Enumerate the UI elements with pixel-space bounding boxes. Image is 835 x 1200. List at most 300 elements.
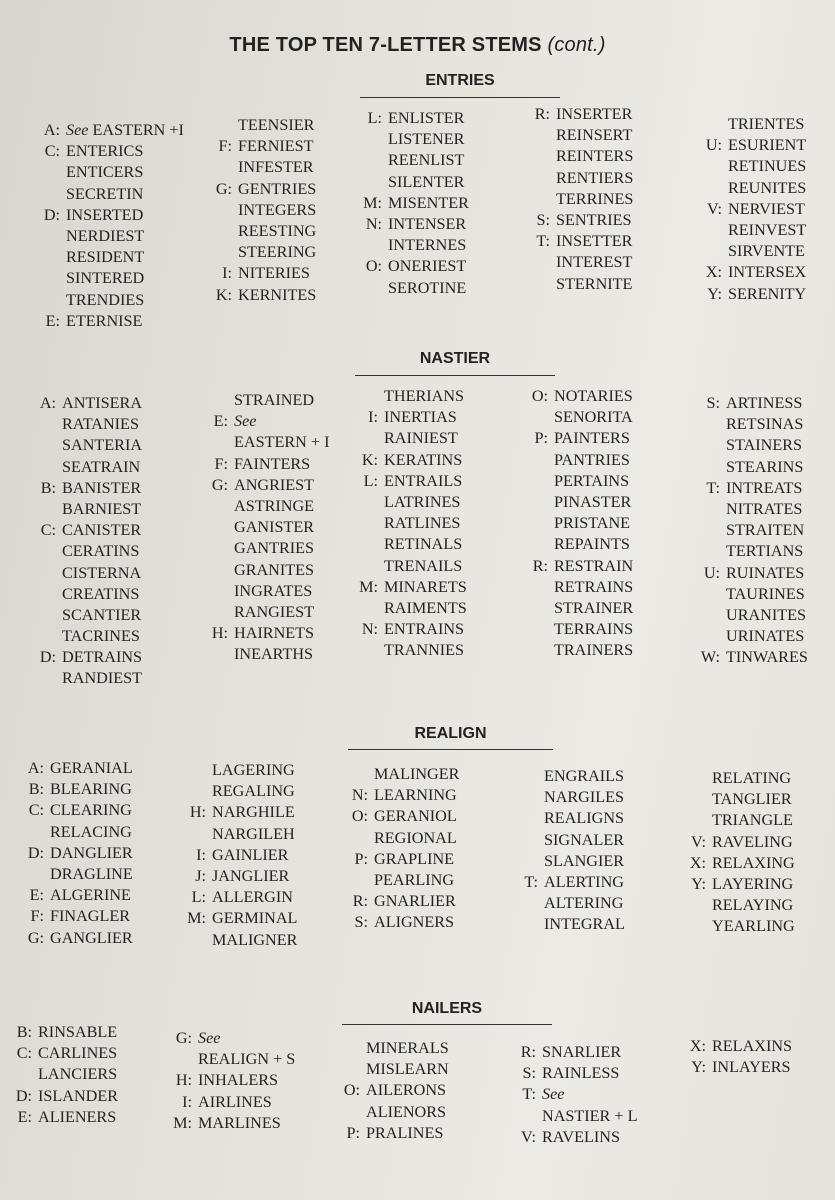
letter-label [356, 556, 384, 577]
word-entry [356, 598, 467, 619]
word: EASTERN + I [234, 433, 330, 452]
word-entry [206, 454, 329, 475]
letter-label: X: [689, 1037, 706, 1055]
letter-label [360, 172, 388, 193]
word-entry [170, 1028, 295, 1049]
letter-label [210, 242, 238, 263]
word: TRANNIES [384, 641, 465, 660]
section-title: ENTRIES [425, 72, 495, 89]
word: INFESTER [238, 158, 314, 177]
letter-label [526, 450, 554, 471]
letter-label: E: [17, 1107, 32, 1126]
word-entry [34, 478, 142, 499]
word-entry [700, 241, 806, 262]
word-entry [22, 779, 133, 800]
word-entry [698, 605, 808, 626]
word: RUINATES [726, 563, 805, 582]
word: NITRATES [726, 499, 803, 518]
word-entry [22, 843, 133, 864]
word-entry [698, 563, 808, 584]
word-entry [356, 577, 467, 598]
letter-label [206, 602, 234, 623]
word: STEERING [238, 243, 317, 262]
word: ALIENORS [366, 1102, 447, 1121]
letter-label [526, 407, 554, 428]
word: STRAINER [554, 598, 634, 617]
word: LANCIERS [38, 1065, 118, 1084]
word: INTERNES [388, 236, 467, 255]
letter-label [184, 930, 212, 951]
word-entry [360, 150, 469, 171]
letter-label [356, 428, 384, 449]
word-entry [516, 893, 625, 914]
word-entry [516, 872, 625, 893]
word-column [22, 758, 133, 949]
word-entry [516, 808, 625, 829]
word-entry [338, 1123, 449, 1144]
word: ASTRINGE [234, 496, 315, 515]
see-reference: See [66, 121, 89, 139]
word: SENORITA [554, 408, 633, 427]
word: CERATINS [62, 542, 140, 561]
letter-label [528, 252, 556, 273]
word-entry [22, 822, 133, 843]
letter-label [698, 435, 726, 456]
word: CISTERNA [62, 563, 142, 582]
word: SIGNALER [544, 830, 625, 849]
word-entry [698, 457, 808, 478]
word: CLEARING [50, 801, 132, 820]
letter-label [360, 278, 388, 299]
letter-label [206, 538, 234, 559]
word: NITERIES [238, 264, 310, 283]
letter-label: A: [43, 121, 60, 139]
letter-label [38, 184, 66, 205]
letter-label: R: [520, 1043, 536, 1061]
letter-label [184, 824, 212, 845]
letter-label [528, 125, 556, 146]
letter-label: D: [27, 843, 44, 862]
word-entry [698, 520, 808, 541]
letter-label: G: [215, 179, 232, 198]
word: INEARTHS [234, 645, 314, 664]
word-entry [360, 108, 469, 129]
word: INLAYERS [712, 1058, 791, 1077]
letter-label: S: [522, 1064, 536, 1083]
word-entry [698, 584, 808, 605]
word: NARGILES [544, 788, 625, 807]
word-entry [698, 541, 808, 562]
word-column [526, 386, 633, 661]
letter-label: C: [28, 801, 44, 820]
word-entry [356, 471, 467, 492]
word-entry [206, 496, 329, 517]
letter-label: R: [352, 892, 368, 911]
word-entry [356, 428, 467, 449]
letter-label [34, 457, 62, 478]
word: RETSINAS [726, 415, 804, 434]
word: GERMINAL [212, 909, 298, 928]
word-entry [338, 1102, 449, 1123]
word-entry [34, 563, 142, 584]
letter-label [346, 828, 374, 849]
word-entry [184, 802, 297, 823]
word-entry [528, 146, 633, 167]
word-entry [184, 781, 297, 802]
word-entry [34, 647, 142, 668]
word-entry [210, 136, 316, 157]
word-column [338, 1038, 449, 1144]
word-entry [356, 492, 467, 513]
word-entry [346, 912, 459, 933]
letter-label: W: [700, 648, 720, 667]
letter-label: F: [30, 907, 44, 926]
letter-label [34, 435, 62, 456]
word: SNARLIER [542, 1043, 622, 1061]
letter-label [206, 432, 234, 453]
word: TERRAINS [554, 620, 634, 639]
word-entry [346, 849, 459, 870]
word-entry [22, 758, 133, 779]
word: RAINLESS [542, 1064, 620, 1083]
word-column [210, 115, 316, 306]
word: ENTERICS [66, 142, 144, 161]
word: INSERTER [556, 105, 633, 123]
word-entry [356, 386, 467, 407]
word-entry [700, 262, 806, 283]
letter-label [700, 114, 728, 135]
letter-label [338, 1059, 366, 1080]
word: DANGLIER [50, 843, 133, 862]
letter-label [698, 605, 726, 626]
word: ALLERGIN [212, 888, 293, 907]
letter-label [356, 513, 384, 534]
word: ALIGNERS [374, 913, 455, 932]
word-entry [698, 393, 808, 414]
word-entry [516, 787, 625, 808]
word: YEARLING [712, 917, 795, 936]
word-entry [338, 1080, 449, 1101]
word-entry [38, 162, 184, 183]
letter-label: V: [691, 832, 706, 851]
letter-label: T: [522, 1085, 536, 1104]
letter-label [338, 1038, 366, 1059]
word-entry [684, 916, 795, 937]
word: PANTRIES [554, 450, 630, 469]
word: MINERALS [366, 1039, 449, 1057]
letter-label [528, 146, 556, 167]
word-entry [38, 141, 184, 162]
word: ONERIEST [388, 257, 467, 276]
page-title [0, 34, 835, 57]
word-entry [338, 1038, 449, 1059]
letter-label [698, 626, 726, 647]
letter-label [338, 1102, 366, 1123]
letter-label: S: [354, 913, 368, 932]
letter-label: O: [343, 1081, 360, 1100]
word-entry [206, 602, 329, 623]
word: FAINTERS [234, 454, 311, 473]
word-entry [516, 914, 625, 935]
letter-label [346, 870, 374, 891]
page-title-cont: (cont.) [547, 34, 606, 56]
letter-label: V: [707, 199, 722, 218]
word-entry [698, 414, 808, 435]
letter-label [34, 605, 62, 626]
word: STEARINS [726, 457, 804, 476]
word: RELATING [712, 769, 792, 787]
word-entry [514, 1063, 637, 1084]
word-entry [526, 534, 633, 555]
word-entry [356, 534, 467, 555]
word-entry [10, 1107, 118, 1128]
word-entry [34, 520, 142, 541]
word-column [698, 393, 808, 668]
word: RELAXINS [712, 1037, 793, 1055]
word-entry [514, 1084, 637, 1105]
word-entry [206, 538, 329, 559]
letter-label: V: [521, 1127, 536, 1146]
letter-label: A: [27, 759, 44, 777]
word: CREATINS [62, 584, 140, 603]
word-entry [356, 556, 467, 577]
letter-label: Y: [691, 874, 706, 893]
word-column [206, 390, 329, 665]
word-entry [38, 205, 184, 226]
word-entry [346, 764, 459, 785]
word-entry [528, 252, 633, 273]
word-column [38, 120, 184, 332]
word: EASTERN +I [92, 121, 184, 139]
letter-label [206, 560, 234, 581]
word: GNARLIER [374, 892, 456, 911]
word-entry [684, 895, 795, 916]
letter-label [206, 517, 234, 538]
word-entry [34, 499, 142, 520]
word: BANISTER [62, 478, 142, 497]
letter-label [22, 822, 50, 843]
word-entry [210, 263, 316, 284]
word: SIRVENTE [728, 242, 805, 261]
word-entry [210, 200, 316, 221]
letter-label: T: [524, 872, 538, 891]
word: NARGILEH [212, 824, 295, 843]
word: TINWARES [726, 648, 808, 667]
word-entry [526, 492, 633, 513]
word-entry [526, 513, 633, 534]
letter-label [356, 386, 384, 407]
word-entry [528, 168, 633, 189]
word: FERNIEST [238, 137, 314, 156]
word: MISLEARN [366, 1060, 449, 1079]
letter-label: E: [29, 886, 44, 905]
word: RETINUES [728, 157, 807, 176]
word: ENLISTER [388, 109, 465, 127]
letter-label: I: [368, 408, 378, 427]
see-reference: See [234, 412, 257, 431]
letter-label [526, 492, 554, 513]
letter-label: I: [182, 1092, 192, 1111]
page-title-main: THE TOP TEN 7-LETTER STEMS [229, 34, 542, 56]
letter-label: C: [16, 1044, 32, 1063]
word-entry [684, 810, 795, 831]
word-entry [206, 644, 329, 665]
word-entry [528, 189, 633, 210]
word-entry [526, 640, 633, 661]
letter-label: B: [16, 1023, 32, 1041]
word-entry [528, 104, 633, 125]
word: NOTARIES [554, 387, 633, 405]
word: ANTISERA [62, 394, 143, 412]
word-entry [170, 1092, 295, 1113]
word-entry [210, 179, 316, 200]
letter-label: K: [215, 285, 232, 304]
word-entry [526, 407, 633, 428]
word-entry [22, 800, 133, 821]
letter-label [34, 584, 62, 605]
word-entry [170, 1070, 295, 1091]
letter-label: J: [195, 866, 206, 885]
word-entry [356, 407, 467, 428]
letter-label [210, 221, 238, 242]
letter-label [516, 766, 544, 787]
word: NERVIEST [728, 199, 805, 218]
section-title: NAILERS [411, 1000, 483, 1017]
word: ENTRAILS [384, 471, 463, 490]
word-entry [34, 626, 142, 647]
letter-label [184, 781, 212, 802]
word: SILENTER [388, 172, 465, 191]
word-entry [206, 581, 329, 602]
letter-label: D: [39, 648, 56, 667]
word: STRAITEN [726, 521, 805, 540]
letter-label: C: [44, 142, 60, 161]
word: URANITES [726, 605, 807, 624]
word-entry [184, 866, 297, 887]
letter-label [528, 189, 556, 210]
word-entry [10, 1043, 118, 1064]
word: TANGLIER [712, 790, 792, 809]
letter-label [356, 598, 384, 619]
word-entry [514, 1127, 637, 1148]
word-column [360, 108, 469, 299]
word-entry [184, 930, 297, 951]
word-column [700, 114, 806, 305]
word-entry [34, 541, 142, 562]
word-entry [684, 1057, 792, 1078]
letter-label: I: [222, 264, 232, 283]
word: NASTIER + L [542, 1106, 638, 1125]
letter-label [526, 534, 554, 555]
letter-label [184, 760, 212, 781]
word: RINSABLE [38, 1023, 118, 1041]
word-entry [700, 199, 806, 220]
letter-label: B: [28, 780, 44, 799]
word-entry [528, 210, 633, 231]
word-entry [170, 1113, 295, 1134]
letter-label [526, 619, 554, 640]
word-entry [684, 1036, 792, 1057]
word-entry [210, 242, 316, 263]
word: REALIGNS [544, 809, 625, 828]
word: THERIANS [384, 387, 465, 405]
word-entry [38, 120, 184, 141]
letter-label [22, 864, 50, 885]
section-title: NASTIER [419, 350, 491, 367]
letter-label [516, 851, 544, 872]
word-entry [22, 906, 133, 927]
word: RESTRAIN [554, 556, 634, 575]
letter-label [698, 457, 726, 478]
word-entry [10, 1064, 118, 1085]
word: REGIONAL [374, 828, 457, 847]
word-entry [22, 885, 133, 906]
word-entry [514, 1042, 637, 1063]
word-entry [526, 450, 633, 471]
word-entry [360, 129, 469, 150]
letter-label [210, 200, 238, 221]
letter-label: T: [706, 478, 720, 497]
word-entry [346, 891, 459, 912]
letter-label [38, 290, 66, 311]
letter-label [516, 893, 544, 914]
word-entry [528, 274, 633, 295]
letter-label [526, 513, 554, 534]
see-reference: See [198, 1029, 221, 1047]
word: ETERNISE [66, 311, 143, 330]
letter-label: R: [534, 105, 550, 123]
letter-label [700, 156, 728, 177]
letter-label [38, 268, 66, 289]
letter-label: S: [706, 394, 720, 412]
see-reference: See [542, 1085, 565, 1104]
word: CARLINES [38, 1044, 118, 1063]
letter-label: K: [361, 450, 378, 469]
word: NERDIEST [66, 226, 145, 245]
letter-label: I: [196, 845, 206, 864]
letter-label [206, 496, 234, 517]
word: RELAXING [712, 853, 795, 872]
letter-label [516, 914, 544, 935]
word: GANTRIES [234, 539, 315, 558]
word-entry [346, 785, 459, 806]
letter-label [34, 626, 62, 647]
word-entry [684, 768, 795, 789]
word-entry [34, 605, 142, 626]
letter-label [698, 541, 726, 562]
word: RELACING [50, 822, 132, 841]
letter-label [516, 830, 544, 851]
word-entry [346, 828, 459, 849]
letter-label [34, 668, 62, 689]
word: RAVELING [712, 832, 793, 851]
word: RETINALS [384, 535, 463, 554]
letter-label: E: [45, 311, 60, 330]
letter-label: H: [189, 803, 206, 822]
word: RATANIES [62, 415, 139, 434]
letter-label: Y: [707, 284, 722, 303]
word-entry [184, 887, 297, 908]
word: ISLANDER [38, 1086, 119, 1105]
word: RATLINES [384, 514, 461, 533]
word-entry [360, 172, 469, 193]
word-entry [356, 513, 467, 534]
word: INTEGERS [238, 200, 317, 219]
word: MISENTER [388, 193, 469, 212]
word-entry [34, 668, 142, 689]
letter-label: D: [43, 205, 60, 224]
word: ALIENERS [38, 1107, 117, 1126]
